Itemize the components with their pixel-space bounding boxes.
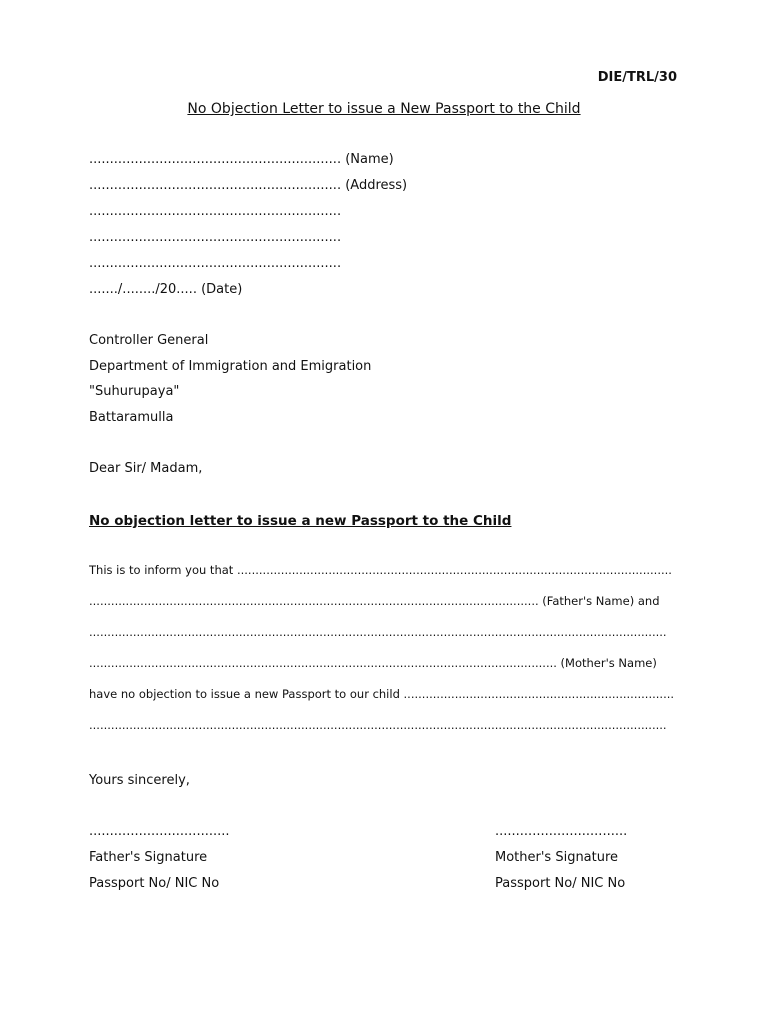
body-line: have no objection to issue a new Passport to our child .......................................................................... (89, 687, 675, 701)
body-line: .............................................................................................................................................................. (89, 625, 667, 639)
father-signature-label: Father's Signature (89, 850, 208, 865)
sender-address-line-4: ............................................................. (89, 256, 342, 271)
body-line: .............................................................................................................................................................. (89, 718, 667, 732)
body-line: ........................................................................................................................... (Father's Name) and (89, 594, 660, 608)
mother-signature-line: ................................ (495, 824, 628, 839)
recipient-department: Department of Immigration and Emigration (89, 359, 372, 374)
mother-signature-label: Mother's Signature (495, 850, 619, 865)
body-line: This is to inform you that ....................................................................................................................... (89, 563, 672, 577)
body-line: ................................................................................................................................ (Mother's Name) (89, 656, 657, 670)
salutation: Dear Sir/ Madam, (89, 461, 203, 476)
letter-title: No Objection Letter to issue a New Passport to the Child (187, 101, 581, 117)
father-id-label: Passport No/ NIC No (89, 876, 220, 891)
sender-name-line: ............................................................. (Name) (89, 152, 394, 167)
date-line: ......./......../20..... (Date) (89, 282, 243, 297)
father-signature-line: .................................. (89, 824, 230, 839)
closing: Yours sincerely, (89, 773, 190, 788)
subject-line: No objection letter to issue a new Passport to the Child (89, 513, 512, 529)
recipient-title: Controller General (89, 333, 209, 348)
recipient-building: "Suhurupaya" (89, 384, 180, 399)
sender-address-line: ............................................................. (Address) (89, 178, 408, 193)
recipient-city: Battaramulla (89, 410, 174, 425)
reference-code: DIE/TRL/30 (597, 70, 677, 85)
sender-address-line-3: ............................................................. (89, 230, 342, 245)
mother-id-label: Passport No/ NIC No (495, 876, 626, 891)
sender-address-line-2: ............................................................. (89, 204, 342, 219)
